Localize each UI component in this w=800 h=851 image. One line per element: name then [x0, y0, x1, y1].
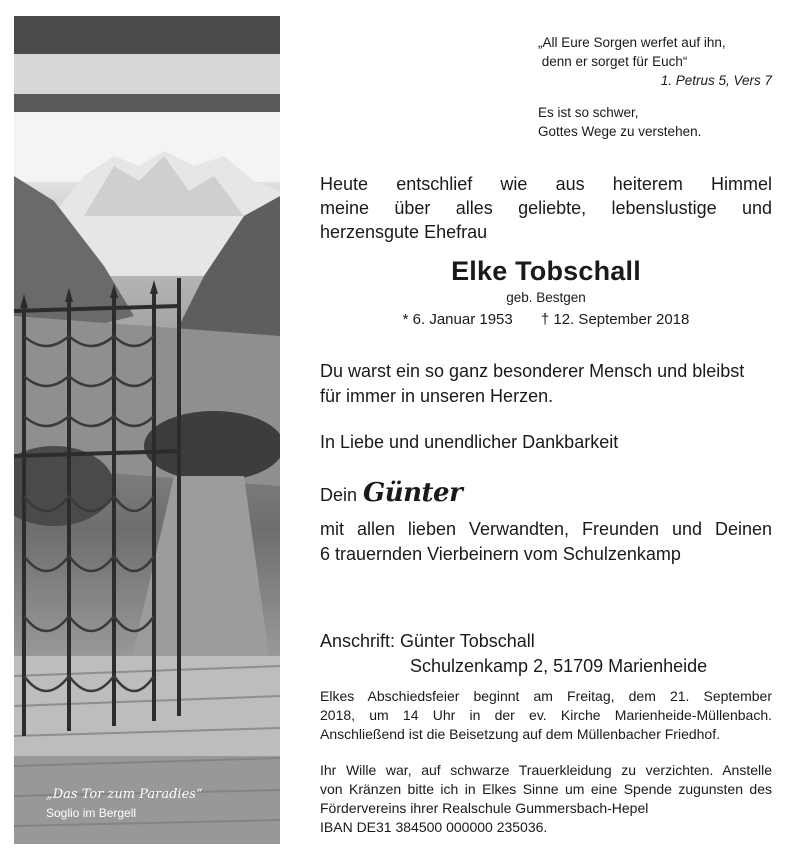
intro-paragraph [320, 172, 772, 244]
signature-name: Günter [363, 478, 463, 508]
verse-reference: 1. Petrus 5, Vers 7 [660, 73, 772, 88]
address-street-line: Schulzenkamp 2, 51709 Marienheide [410, 656, 708, 676]
intro-line-2: meine über alles geliebte, lebenslustige und [320, 198, 772, 218]
funeral-info [320, 687, 772, 744]
photo-caption [46, 786, 246, 822]
wish-line-2: von Kränzen bitte ich in Elkes Sinne um eine Spende zugunsten des [320, 781, 772, 797]
tribute-line-1: Du warst ein so ganz besonderer Mensch und bleibst [320, 361, 745, 381]
motto2-line-1: Es ist so schwer, [538, 105, 639, 120]
signature-prefix: Dein [320, 485, 358, 505]
family-line-2: 6 trauernden Vierbeinern vom Schulzenkamp [320, 544, 681, 564]
wish-line-3: Fördervereins ihrer Realschule Gummersbach-Hepel [320, 800, 649, 816]
tribute-line-2: für immer in unseren Herzen. [320, 386, 554, 406]
address-block [320, 629, 772, 679]
donation-info [320, 761, 772, 837]
family-line-1: mit allen lieben Verwandten, Freunden und Deinen [320, 519, 772, 539]
intro-line-3: herzensgute Ehefrau [320, 222, 488, 242]
intro-line-1: Heute entschlief wie aus heiterem Himmel [320, 174, 772, 194]
wish-iban: IBAN DE31 384500 000000 235036. [320, 819, 548, 835]
birth-date: * 6. Januar 1953 [402, 311, 513, 328]
family-paragraph [320, 517, 772, 567]
thanks-line: In Liebe und unendlicher Dankbarkeit [320, 432, 619, 452]
photo-caption-place: Soglio im Bergell [46, 806, 137, 820]
gate-landscape-illustration [14, 16, 280, 844]
address-label-line: Anschrift: Günter Tobschall [320, 631, 535, 651]
secondary-motto [538, 103, 778, 141]
verse-line-1: „All Eure Sorgen werfet auf ihn, [538, 35, 726, 50]
funeral-line-2: 2018, um 14 Uhr in der ev. Kirche Marienheide-Müllenbach. [320, 707, 772, 723]
birth-name: geb. Bestgen [506, 290, 586, 305]
funeral-line-3: Anschließend ist die Beisetzung auf dem Müllenbacher Friedhof. [320, 726, 720, 742]
deceased-name: Elke Tobschall [451, 256, 641, 286]
motto2-line-2: Gottes Wege zu verstehen. [538, 124, 702, 139]
wish-line-1: Ihr Wille war, auf schwarze Trauerkleidung zu verzichten. Anstelle [320, 762, 772, 778]
photo-caption-quote: „Das Tor zum Paradies“ [46, 787, 203, 802]
memorial-photo [14, 16, 280, 844]
verse-line-2: denn er sorget für Euch“ [541, 54, 688, 69]
signature-line [320, 478, 462, 510]
tribute-paragraph [320, 359, 772, 409]
death-date: † 12. September 2018 [540, 311, 690, 328]
life-dates [320, 311, 772, 328]
funeral-line-1: Elkes Abschiedsfeier beginnt am Freitag, dem 21. September [320, 688, 772, 704]
bible-verse [538, 33, 778, 90]
